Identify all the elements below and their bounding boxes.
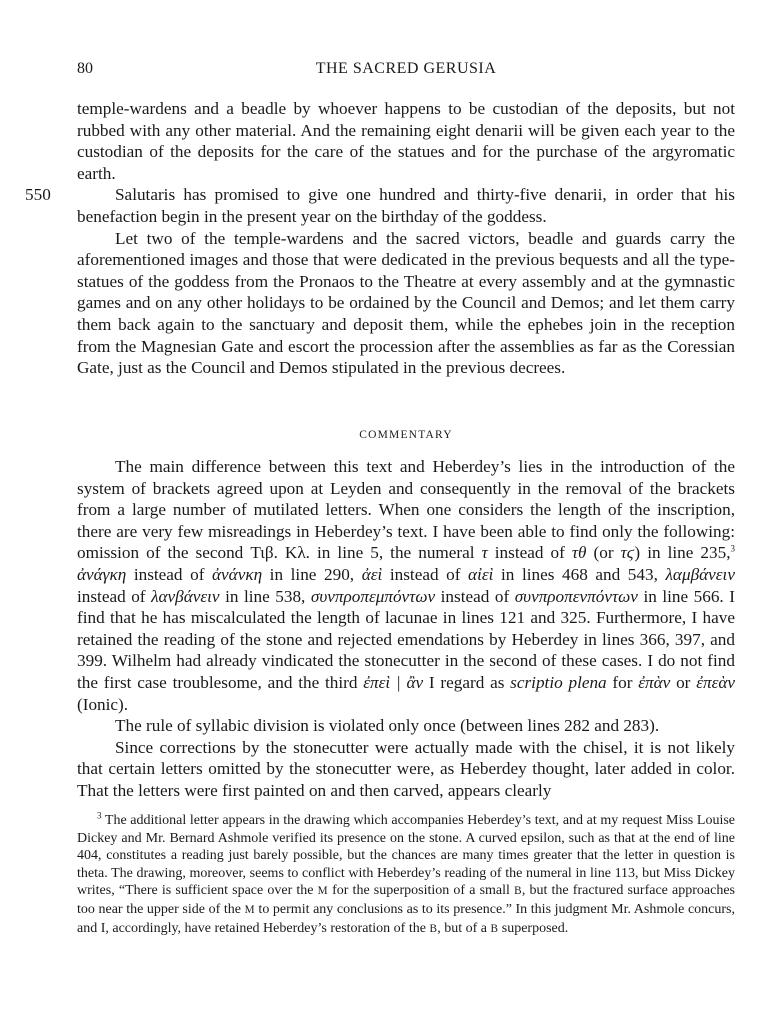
text-run: instead of xyxy=(126,564,213,584)
paragraph: The rule of syllabic division is violated only once (between lines 282 and 283). xyxy=(115,716,660,736)
greek-text: τθ xyxy=(571,543,587,563)
text-run: (Ionic). xyxy=(77,694,129,714)
line-number: 550 xyxy=(25,185,51,205)
paragraph: temple-wardens and a beadle by whoever happens to be custodian of the deposits, but not rubbed with any other material. And the remaining eight denarii will be given each year to the custodian of the deposits for the care of the statues and for the purchase of the argyromatic earth. xyxy=(77,99,735,183)
text-run: or xyxy=(670,672,697,692)
text-run: superposed. xyxy=(498,920,569,936)
paragraph: Let two of the temple-wardens and the sacred victors, beadle and guards carry the aforementioned images and those that were dedicated in the previous bequests and all the type-statues of the goddess from the Pronaos to the Theatre at every assembly and at the gymnastic games and on any other holidays to be ordained by the Council and Demos; and let them carry them back again to the sanctuary and deposit them, while the ephebes join in the reception from the Magnesian Gate and escort the procession after the assemblies as far as the Coressian Gate, just as the Council and Demos stipulated in the previous decrees. xyxy=(77,228,735,378)
paragraph: Since corrections by the stonecutter were actually made with the chisel, it is not likely that certain letters omitted by the stonecutter were, as Heberdey thought, later added in color. That the letters were first painted on and then carved, appears clearly xyxy=(77,737,735,800)
greek-text: ἐπὰν xyxy=(638,672,671,692)
text-run: The main difference between this text and Heberdey’s lies in the introduction of the system of brackets agreed upon at Leyden and consequently in the removal of the brackets from a large number of mutilated letters. When one considers the length of the inscription, there are very few misreadings in Heberdey’s text. I have been able to find only the following: omission of the second xyxy=(77,457,735,563)
greek-text: αἰεὶ xyxy=(468,564,494,584)
text-run: , but the fractured surface approaches too near the upper side of the xyxy=(77,883,736,917)
text-run: instead of xyxy=(487,543,572,563)
text-run: instead of xyxy=(77,586,152,606)
paragraph xyxy=(77,456,735,715)
greek-text: τϛ xyxy=(620,543,635,563)
running-head: THE SACRED GERUSIA xyxy=(315,60,497,77)
small-caps-letter: B xyxy=(490,922,499,935)
footnote xyxy=(77,812,735,938)
text-run: for xyxy=(606,672,639,692)
greek-text: Τιβ. Κλ. xyxy=(250,543,310,563)
text-run: The additional letter appears in the drawing which accompanies Heberdey’s text, and at my request Miss Louise Dickey and Mr. Bernard Ashmole verified its presence on the stone. A curved epsilon, such as that at the end of line 404, constitutes a reading just barely possible, but the chances are many times greater that the letter in question is theta. The drawing, moreover, seems to conflict with Heberdey’s reading of the numeral in line 113, but Miss Dickey writes, “There is sufficient space over the xyxy=(77,813,735,899)
page-header xyxy=(77,60,735,82)
text-run: ) in line 235, xyxy=(634,543,731,563)
commentary-text xyxy=(77,456,735,802)
text-run: in line 290, xyxy=(262,564,362,584)
greek-text: συνπροπεμπόντων xyxy=(310,586,436,606)
translation-text xyxy=(25,98,735,379)
footnote-reference[interactable]: 3 xyxy=(730,543,735,554)
text-run: instead of xyxy=(435,586,515,606)
text-run: I regard as xyxy=(423,672,511,692)
greek-text: τ xyxy=(481,543,488,563)
greek-text: ἐπεὶ | ἂν xyxy=(363,672,424,692)
text-run: for the superposition of a small xyxy=(327,883,515,899)
paragraph xyxy=(25,184,735,227)
paragraph-text: Salutaris has promised to give one hundred and thirty-five denarii, in order that his benefaction begin in the present year on the birthday of the goddess. xyxy=(77,185,735,226)
greek-text: ἀνάγκη xyxy=(77,564,127,584)
text-run: , but of a xyxy=(437,920,491,936)
greek-text: ἀεὶ xyxy=(361,564,383,584)
text-run: in lines 468 and 543, xyxy=(493,564,666,584)
footnote-number: 3 xyxy=(97,810,102,821)
text-run: (or xyxy=(586,543,621,563)
text-run: to permit any conclusions as to its presence.” In this judgment Mr. Ashmole concurs, and I, accordingly, have retained Heberdey’s restoration of the xyxy=(77,901,736,936)
greek-text: λαμβάνειν xyxy=(665,564,735,584)
greek-text: συνπροπενπόντων xyxy=(514,586,638,606)
small-caps-letter: M xyxy=(244,903,255,916)
greek-text: ἐπεὰν xyxy=(696,672,735,692)
small-caps-letter: M xyxy=(317,885,328,898)
small-caps-letter: B xyxy=(429,922,438,935)
small-caps-letter: B xyxy=(514,885,522,898)
page-number: 80 xyxy=(77,60,93,77)
text-run: in line 566. I find that he has miscalculated the length of lacunae in lines 121 and 325. Furthermore, I have retained the reading of the stone and rejected emendations by Heberdey in lines 366, 397, and 399. Wilhelm had already vindicated the stonecutter in the second of these cases. I do not find the first case troublesome, and the third xyxy=(77,586,735,692)
italic-term: scriptio plena xyxy=(510,672,607,692)
text-run: in line 5, the numeral xyxy=(309,543,482,563)
greek-text: λανβάνειν xyxy=(151,586,220,606)
text-run: in line 538, xyxy=(219,586,311,606)
text-run: instead of xyxy=(382,564,469,584)
greek-text: ἀνάνκη xyxy=(212,564,263,584)
section-heading: COMMENTARY xyxy=(359,429,453,441)
